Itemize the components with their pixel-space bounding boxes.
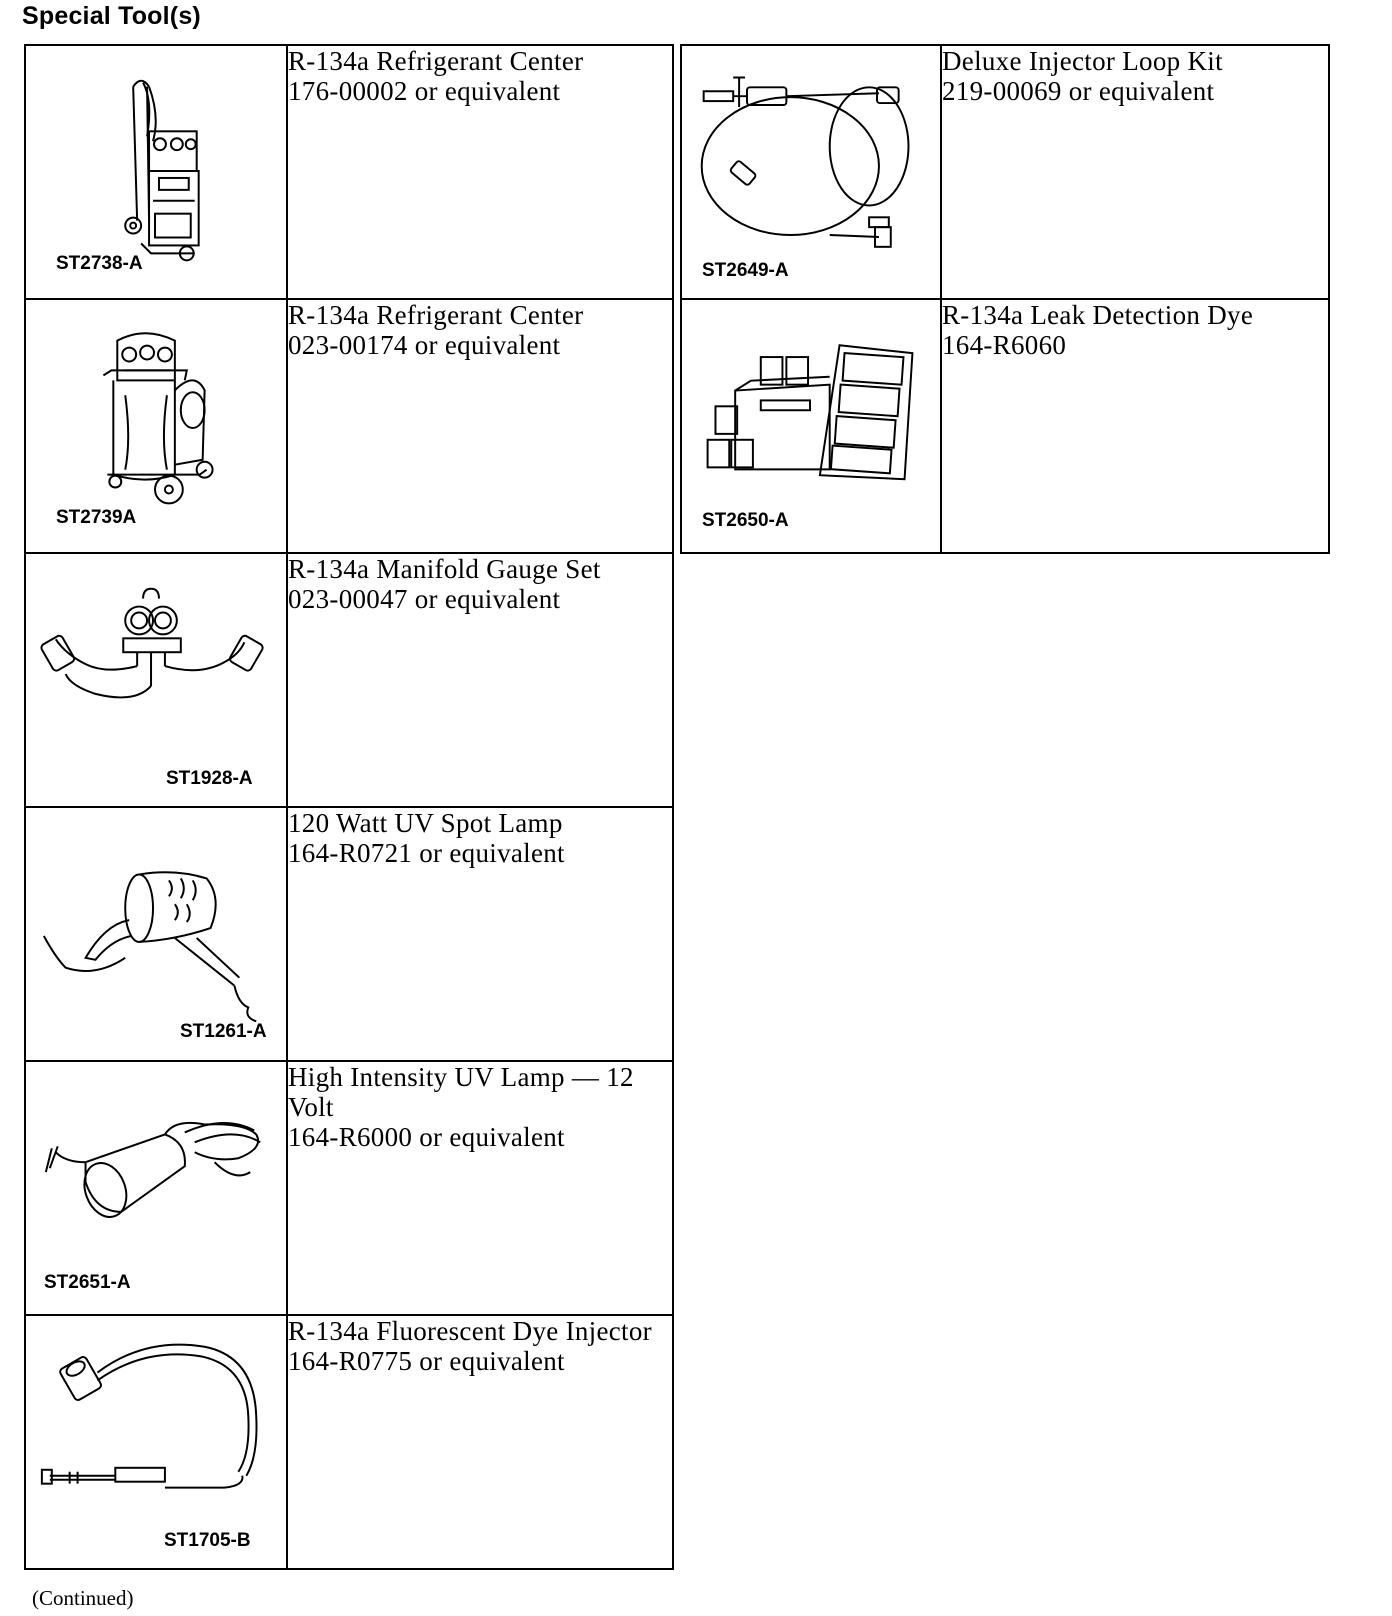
tool-row [681, 299, 1329, 553]
tool-description [287, 299, 673, 553]
tool-description [287, 1061, 673, 1315]
special-tools-table-left [24, 44, 674, 1570]
tool-image-cell [681, 45, 941, 299]
tool-description [287, 553, 673, 807]
tool-name: High Intensity UV Lamp — 12 Volt [288, 1062, 634, 1122]
tool-part-number: 164-R6060 [942, 330, 1067, 360]
tool-part-number: 219-00069 or equivalent [942, 76, 1215, 106]
tool-image-cell [25, 1061, 287, 1315]
tool-part-number: 176-00002 or equivalent [288, 76, 561, 106]
tool-image-cell [25, 553, 287, 807]
tool-name: 120 Watt UV Spot Lamp [288, 808, 563, 838]
tool-name: R-134a Leak Detection Dye [942, 300, 1254, 330]
tool-row [25, 807, 673, 1061]
tool-part-number: 164-R0721 or equivalent [288, 838, 565, 868]
tool-image-code: ST2738-A [56, 253, 143, 274]
tool-description [941, 45, 1329, 299]
tool-image-code: ST2649-A [702, 260, 789, 281]
tool-image-code: ST1705-B [164, 1530, 251, 1551]
tool-image-code: ST2650-A [702, 510, 789, 531]
tool-description [287, 807, 673, 1061]
tool-image-cell [25, 1315, 287, 1569]
tool-image-code: ST1928-A [166, 768, 253, 789]
tool-name: R-134a Refrigerant Center [288, 300, 584, 330]
tool-name: R-134a Refrigerant Center [288, 46, 584, 76]
tool-description [941, 299, 1329, 553]
page-title: Special Tool(s) [22, 2, 201, 30]
tool-name: R-134a Fluorescent Dye Injector [288, 1316, 652, 1346]
tool-part-number: 023-00047 or equivalent [288, 584, 561, 614]
tool-image-code: ST2739A [56, 507, 137, 528]
tool-part-number: 164-R6000 or equivalent [288, 1122, 565, 1152]
continued-note: (Continued) [32, 1586, 134, 1610]
tool-row [681, 45, 1329, 299]
tool-part-number: 023-00174 or equivalent [288, 330, 561, 360]
tool-description [287, 1315, 673, 1569]
tool-row [25, 1315, 673, 1569]
tool-name: Deluxe Injector Loop Kit [942, 46, 1223, 76]
tool-image-code: ST2651-A [44, 1272, 131, 1293]
tool-name: R-134a Manifold Gauge Set [288, 554, 601, 584]
tool-row [25, 553, 673, 807]
tool-part-number: 164-R0775 or equivalent [288, 1346, 565, 1376]
tool-row [25, 299, 673, 553]
tool-row [25, 45, 673, 299]
tool-image-cell [25, 45, 287, 299]
tool-image-cell [25, 299, 287, 553]
tool-row [25, 1061, 673, 1315]
tool-description [287, 45, 673, 299]
tool-image-cell [681, 299, 941, 553]
special-tools-table-right [680, 44, 1330, 554]
tool-image-cell [25, 807, 287, 1061]
tool-image-code: ST1261-A [180, 1021, 267, 1042]
